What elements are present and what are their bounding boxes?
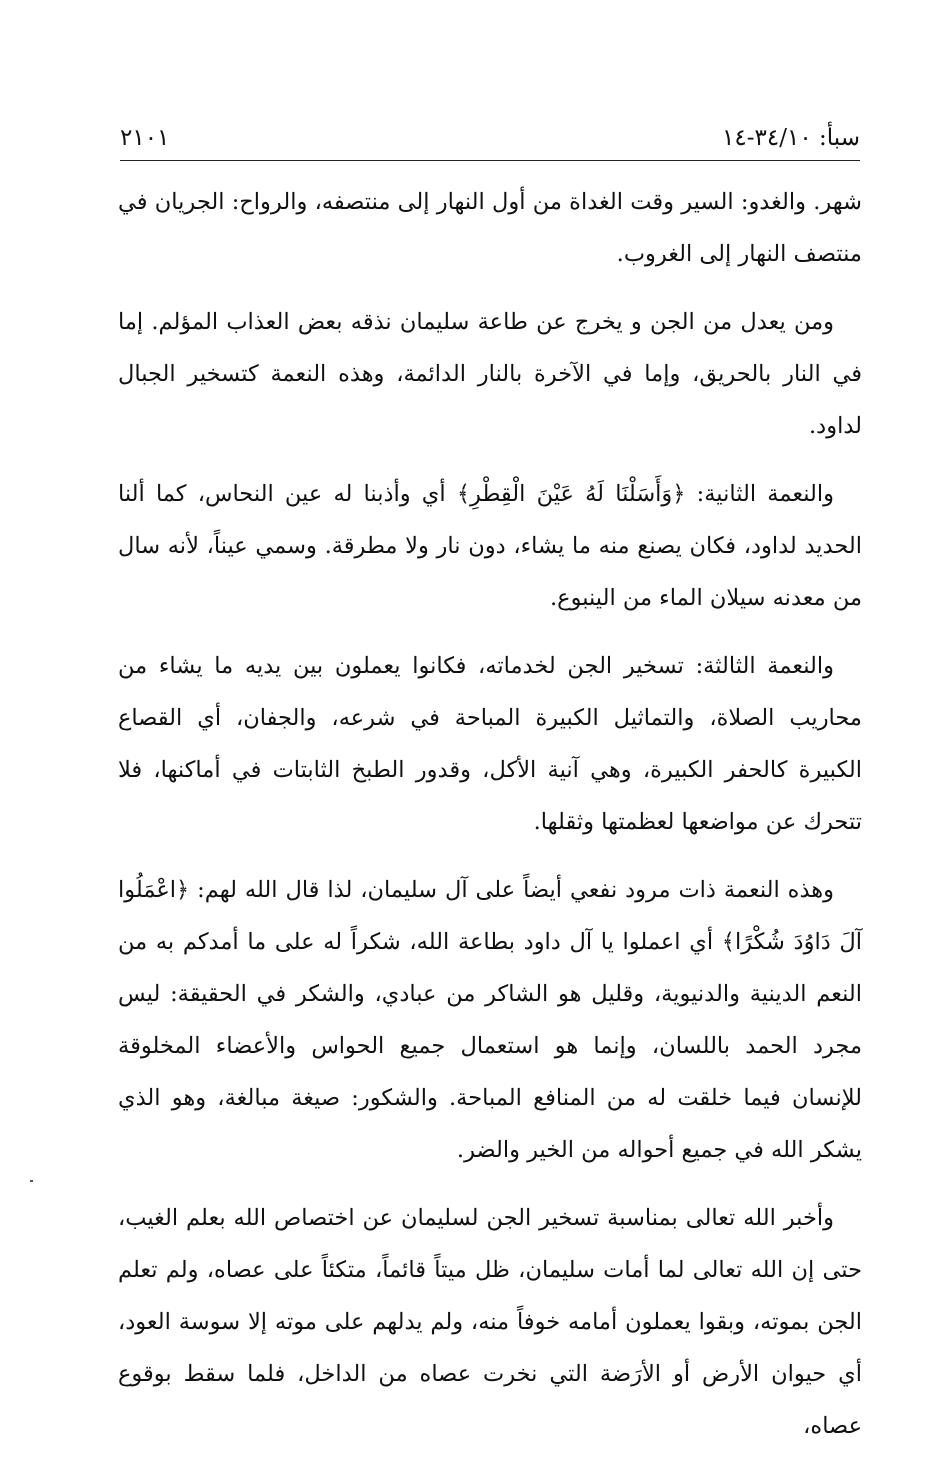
paragraph-2: ومن يعدل من الجن و يخرج عن طاعة سليمان نذقه بعض العذاب المؤلم. إما في النار بالحريق، وإما في الآخرة بالنار الدائمة، وهذه النعمة كتسخير الجبال لداود.: [118, 309, 862, 439]
header-divider: [120, 160, 860, 161]
page-body: [118, 176, 862, 1468]
paragraph-6: وأخبر الله تعالى بمناسبة تسخير الجن لسليمان عن اختصاص الله بعلم الغيب، حتى إن الله تعالى لما أمات سليمان، ظل ميتاً قائماً، متكئاً على عصاه، ولم تعلم الجن بموته، وبقوا يعملون أمامه خوفاً منه، ولم يدلهم على موته إلا سوسة العود، أي حيوان الأرض أو الأرَضة التي نخرت عصاه من الداخل، فلما سقط بوقوع عصاه،: [118, 1205, 862, 1439]
surah-reference: سبأ: ٣٤/١٠-١٤: [722, 125, 860, 151]
paragraph-5: وهذه النعمة ذات مرود نفعي أيضاً على آل سليمان، لذا قال الله لهم: ﴿اعْمَلُوا آلَ دَاوُدَ شُكْرًا﴾ أي اعملوا يا آل داود بطاعة الله، شكراً له على ما أمدكم به من النعم الدينية والدنيوية، وقليل هو الشاكر من عبادي، والشكر في الحقيقة: ليس مجرد الحمد باللسان، وإنما هو استعمال جميع الحواس والأعضاء المخلوقة للإنسان فيما خلقت له من المنافع المباحة. والشكور: صيغة مبالغة، وهو الذي يشكر الله في جميع أحواله من الخير والضر.: [118, 877, 862, 1163]
scan-speck: [30, 1180, 33, 1182]
paragraph-3: والنعمة الثانية: ﴿وَأَسَلْنَا لَهُ عَيْنَ الْقِطْرِ﴾ أي وأذبنا له عين النحاس، كما ألنا الحديد لداود، فكان يصنع منه ما يشاء، دون نار ولا مطرقة. وسمي عيناً، لأنه سال من معدنه سيلان الماء من الينبوع.: [118, 481, 862, 611]
page-number: ٢١٠١: [120, 125, 170, 151]
page-header: [120, 118, 860, 158]
paragraph-1: شهر. والغدو: السير وقت الغداة من أول النهار إلى منتصفه، والرواح: الجريان في منتصف النهار إلى الغروب.: [118, 189, 862, 267]
paragraph-4: والنعمة الثالثة: تسخير الجن لخدماته، فكانوا يعملون بين يديه ما يشاء من محاريب الصلاة، والتماثيل الكبيرة المباحة في شرعه، والجفان، أي القصاع الكبيرة كالحفر الكبيرة، وهي آنية الأكل، وقدور الطبخ الثابتات في أماكنها، فلا تتحرك عن مواضعها لعظمتها وثقلها.: [118, 653, 862, 835]
